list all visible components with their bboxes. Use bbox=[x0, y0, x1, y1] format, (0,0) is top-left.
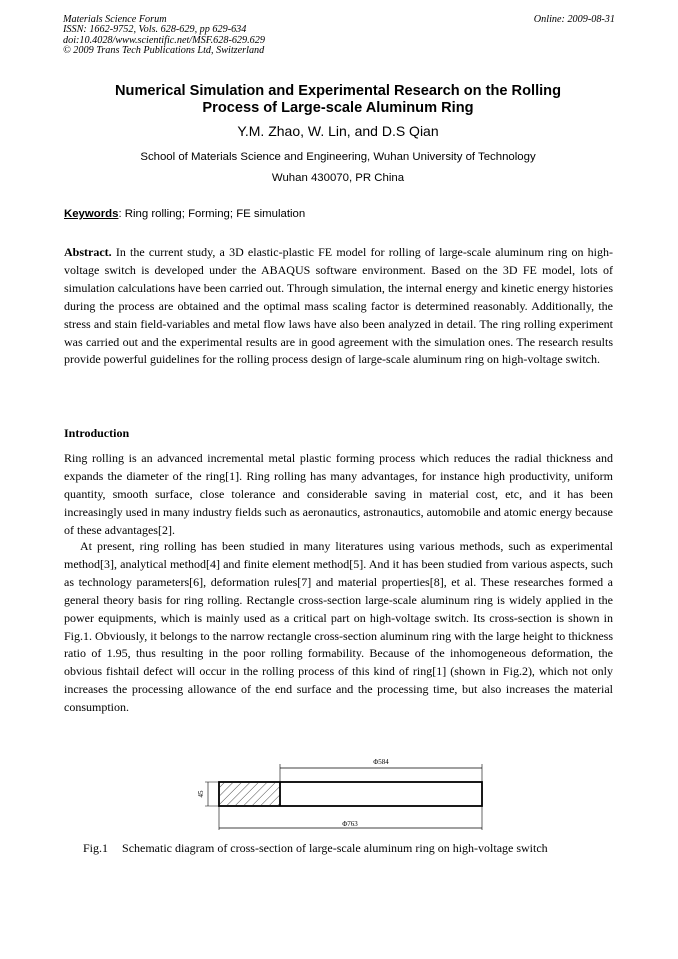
outer-diameter-label: Φ763 bbox=[342, 820, 358, 828]
height-label: 45 bbox=[197, 790, 205, 798]
caption-text: Schematic diagram of cross-section of large-scale aluminum ring on high-voltage switch bbox=[122, 841, 548, 855]
keywords-label: Keywords bbox=[64, 208, 119, 220]
keywords-text: : Ring rolling; Forming; FE simulation bbox=[118, 208, 306, 220]
affiliation-line-1: School of Materials Science and Engineering, Wuhan University of Technology bbox=[140, 151, 536, 163]
intro-paragraph-2: At present, ring rolling has been studied in many literatures using various methods, such as experimental method[3], analytical method[4] and finite element method[5]. And it has been studied from various aspects, such as technology parameters[6], deformation rules[7] and material properties[8], et al. These researches formed a general theory basis for ring rolling. Rectangle cross-section large-scale aluminum ring is widely applied in the power equipments, which is mainly used as a critical part on high-voltage switch. Its cross-section is shown in Fig.1. Obviously, it belongs to the narrow rectangle cross-section aluminum ring with the large height to thickness ratio of 1.95, thus resulting in the poor rolling formability. Because of the inhomogeneous deformation, the obvious fishtail defect will occur in the rolling process of this kind of ring[1] (shown in Fig.2), which not only increases the processing allowance of the end surface and the processing time, but also increases the material consumption. bbox=[64, 539, 613, 715]
intro-paragraph-1: Ring rolling is an advanced incremental metal plastic forming process which reduces the radial thickness and expands the diameter of the ring[1]. Ring rolling has many advantages, for instance high productivity, uniform quantity, smooth surface, close tolerance and considerable saving in material cost, etc, and it has been increasingly used in many industry fields such as aeronautics, astronautics, automobile and atomic energy because of these advantages[2]. bbox=[64, 451, 613, 537]
title-line-2: Process of Large-scale Aluminum Ring bbox=[202, 100, 474, 116]
affiliation-line-2: Wuhan 430070, PR China bbox=[271, 172, 405, 184]
keywords bbox=[64, 208, 305, 220]
issn-line: ISSN: 1662-9752, Vols. 628-629, pp 629-634 bbox=[63, 24, 247, 36]
section-heading-introduction: Introduction bbox=[64, 426, 130, 440]
copyright-line: © 2009 Trans Tech Publications Ltd, Switzerland bbox=[63, 44, 265, 56]
abstract-label: Abstract. bbox=[64, 245, 112, 259]
paper-title bbox=[63, 83, 613, 117]
title-line-1: Numerical Simulation and Experimental Research on the Rolling bbox=[114, 83, 562, 99]
authors: Y.M. Zhao, W. Lin, and D.S Qian bbox=[237, 123, 439, 139]
journal-name: Materials Science Forum bbox=[63, 14, 167, 25]
cross-section-figure bbox=[0, 752, 678, 837]
inner-diameter-label: Φ584 bbox=[373, 758, 389, 766]
abstract bbox=[64, 244, 613, 369]
doi-line: doi:10.4028/www.scientific.net/MSF.628-629.629 bbox=[63, 34, 265, 46]
caption-label: Fig.1 bbox=[83, 841, 109, 855]
online-date: Online: 2009-08-31 bbox=[533, 14, 615, 25]
journal-info bbox=[63, 15, 265, 56]
figure-caption bbox=[83, 841, 548, 856]
hatched-section bbox=[220, 783, 280, 805]
abstract-text: In the current study, a 3D elastic-plastic FE model for rolling of large-scale aluminum ring on high-voltage switch is developed under the ABAQUS software environment. Based on the 3D FE model, lots of simulation calculations have been carried out. Through simulation, the internal energy and kinetic energy histories during the process are obtained and the optimal mass scaling factor is determined reasonably. Additionally, the stress and stain field-variables and metal flow laws have also been analyzed in detail. The ring rolling experiment was carried out and the experimental results are in good agreement with the simulation ones. The research results provide powerful guidelines for the rolling process design of large-scale aluminum ring on high-voltage switch. bbox=[64, 245, 613, 367]
